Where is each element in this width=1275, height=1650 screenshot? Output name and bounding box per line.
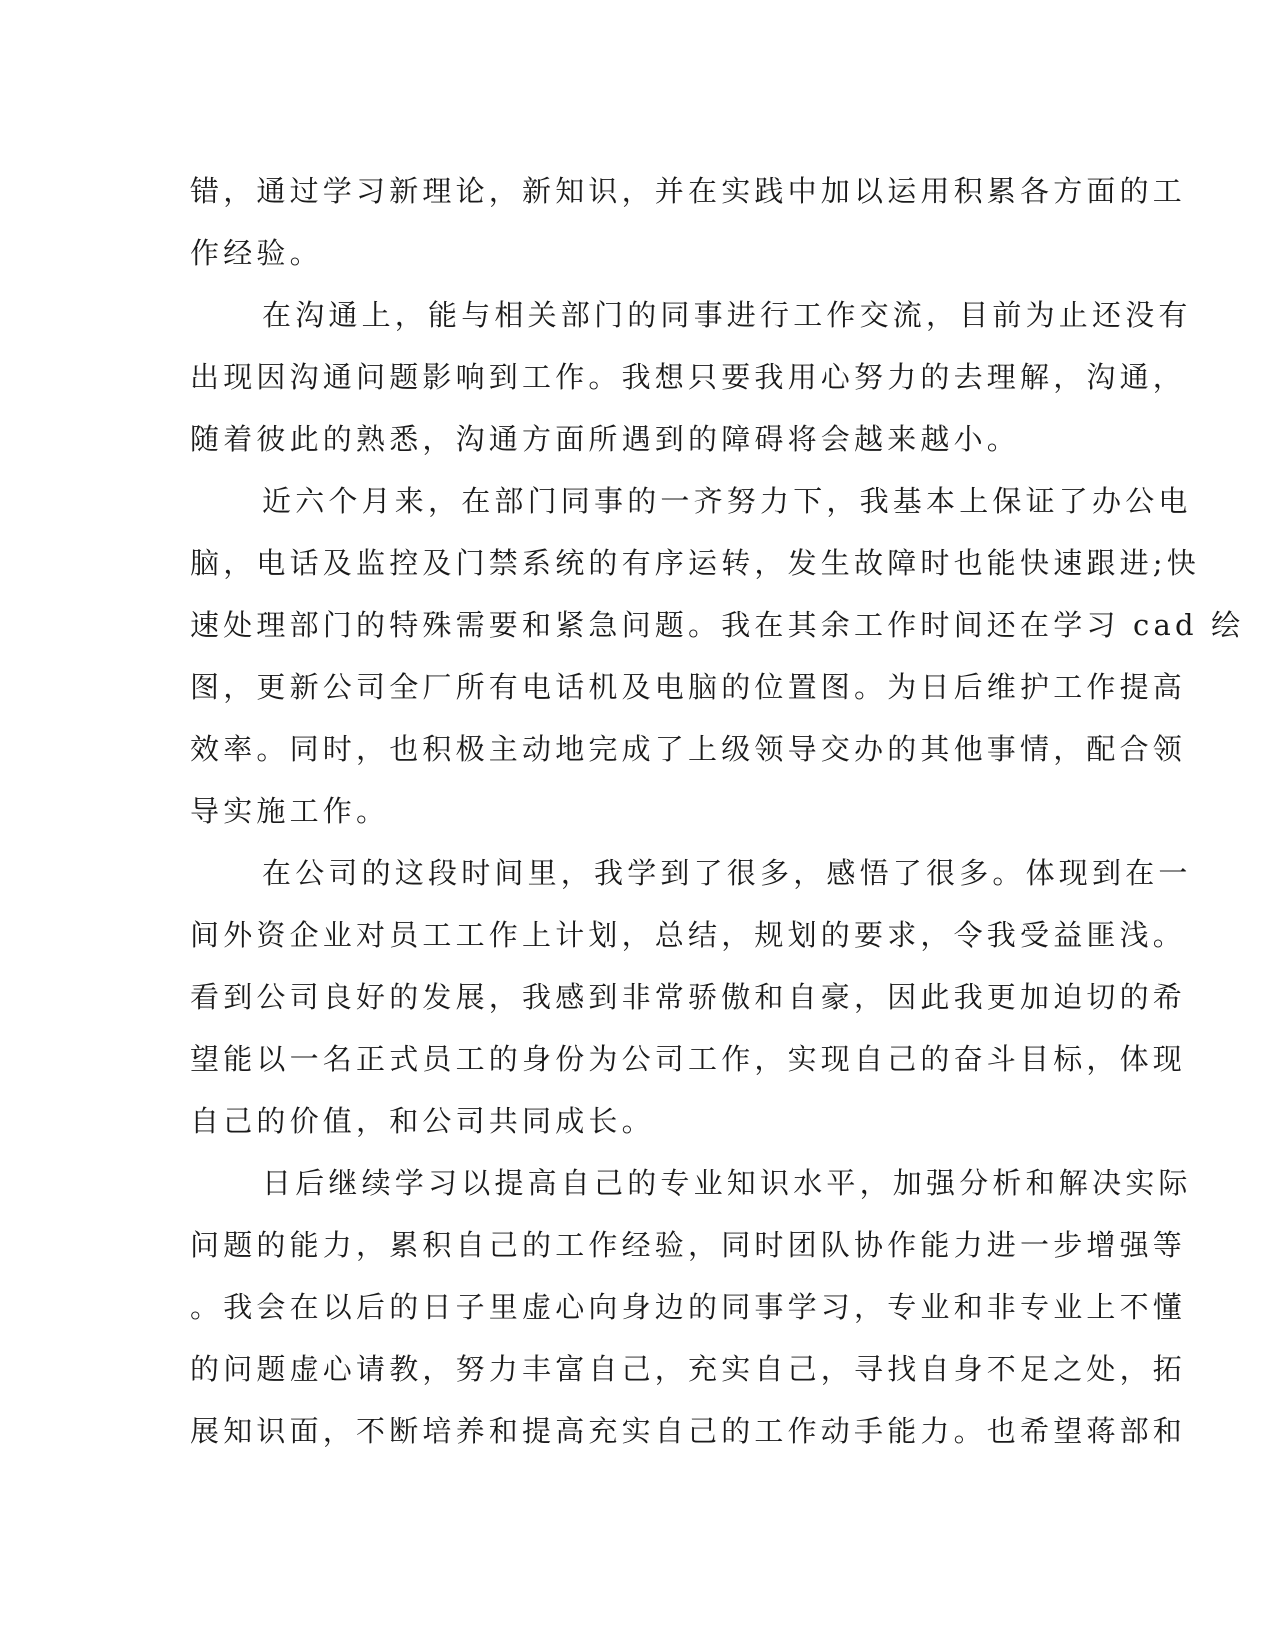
text-line: 效率。同时，也积极主动地完成了上级领导交办的其他事情，配合领	[190, 732, 1187, 766]
body-text	[190, 160, 1245, 1462]
paragraph-5	[190, 1152, 1192, 1462]
paragraph-3	[190, 470, 1245, 842]
text-line: 出现因沟通问题影响到工作。我想只要我用心努力的去理解，沟通，	[190, 360, 1187, 394]
text-line: 在公司的这段时间里，我学到了很多，感悟了很多。体现到在一	[262, 856, 1192, 890]
text-line: 问题的能力，累积自己的工作经验，同时团队协作能力进一步增强等	[190, 1228, 1187, 1262]
paragraph-2	[190, 284, 1192, 470]
text-line: 脑，电话及监控及门禁系统的有序运转，发生故障时也能快速跟进;快	[190, 546, 1200, 580]
text-line: 展知识面，不断培养和提高充实自己的工作动手能力。也希望蒋部和	[190, 1414, 1187, 1448]
text-line: 的问题虚心请教，努力丰富自己，充实自己，寻找自身不足之处，拓	[190, 1352, 1187, 1386]
text-line: 自己的价值，和公司共同成长。	[190, 1104, 655, 1138]
text-line: 望能以一名正式员工的身份为公司工作，实现自己的奋斗目标，体现	[190, 1042, 1187, 1076]
text-line: 。我会在以后的日子里虚心向身边的同事学习，专业和非专业上不懂	[190, 1290, 1187, 1324]
text-line: 近六个月来，在部门同事的一齐努力下，我基本上保证了办公电	[262, 484, 1192, 518]
text-line: 导实施工作。	[190, 794, 390, 828]
text-line: 间外资企业对员工工作上计划，总结，规划的要求，令我受益匪浅。	[190, 918, 1187, 952]
text-line: 看到公司良好的发展，我感到非常骄傲和自豪，因此我更加迫切的希	[190, 980, 1187, 1014]
paragraph-1	[190, 160, 1187, 284]
text-line: 速处理部门的特殊需要和紧急问题。我在其余工作时间还在学习 cad 绘	[190, 608, 1245, 642]
text-line: 在沟通上，能与相关部门的同事进行工作交流，目前为止还没有	[262, 298, 1192, 332]
text-line: 随着彼此的熟悉，沟通方面所遇到的障碍将会越来越小。	[190, 422, 1021, 456]
text-line: 作经验。	[190, 236, 323, 270]
text-line: 错，通过学习新理论，新知识，并在实践中加以运用积累各方面的工	[190, 174, 1187, 208]
text-line: 日后继续学习以提高自己的专业知识水平，加强分析和解决实际	[262, 1166, 1192, 1200]
paragraph-4	[190, 842, 1192, 1152]
text-line: 图，更新公司全厂所有电话机及电脑的位置图。为日后维护工作提高	[190, 670, 1187, 704]
